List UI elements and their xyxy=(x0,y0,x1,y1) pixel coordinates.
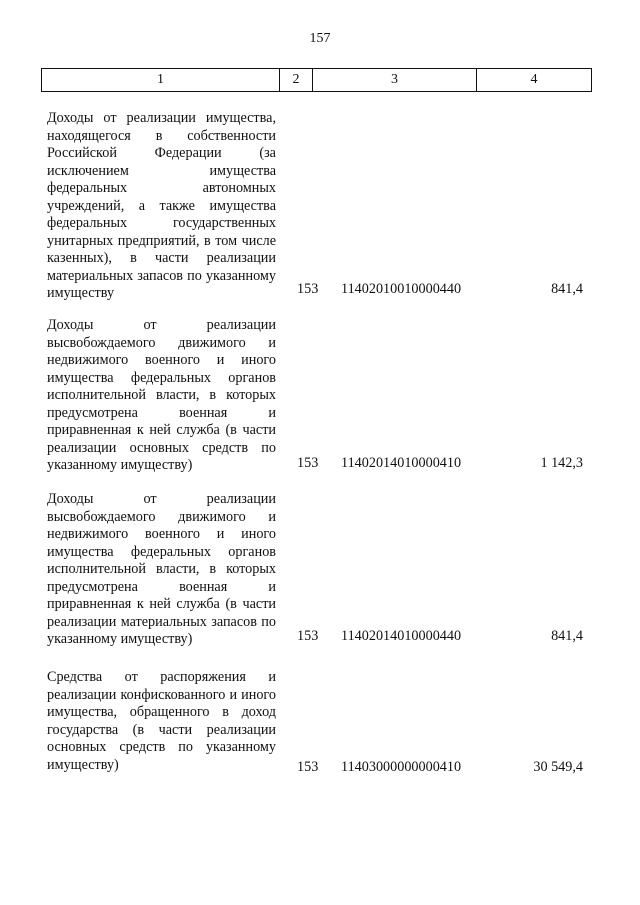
row-admin-code: 153 xyxy=(297,758,319,775)
row-description: Доходы от реализации имущества, находящегося в собственности Российской Федерации (за исключением имущества федеральных автономных учреждений, а также имущества федеральных государственных унитарных предприятий, в том числе казенных), в части реализации материальных запасов по указанному имуществу xyxy=(47,110,276,301)
row-budget-code: 11402014010000410 xyxy=(341,454,462,471)
row-admin-code: 153 xyxy=(297,280,319,297)
row-amount: 841,4 xyxy=(551,280,583,297)
column-header-3: 3 xyxy=(313,69,477,92)
column-header-4: 4 xyxy=(477,69,592,92)
row-admin-code: 153 xyxy=(297,454,319,471)
row-budget-code: 11403000000000410 xyxy=(341,758,462,775)
column-header-2: 2 xyxy=(280,69,313,92)
table-row xyxy=(0,317,640,472)
row-amount: 1 142,3 xyxy=(540,454,583,471)
row-budget-code: 11402010010000440 xyxy=(341,280,462,297)
column-header-row xyxy=(42,69,592,92)
table-row xyxy=(0,491,640,645)
column-header-1: 1 xyxy=(42,69,280,92)
row-admin-code: 153 xyxy=(297,627,319,644)
row-description: Доходы от реализации высвобождаемого движимого и недвижимого военного и иного имущества федеральных органов исполнительной власти, в которых предусмотрена военная и приравненная к ней служба (в части реализации основных средств по указанному имуществу) xyxy=(47,317,276,473)
column-header-table xyxy=(41,68,592,92)
table-row xyxy=(0,110,640,301)
row-amount: 841,4 xyxy=(551,627,583,644)
row-description: Средства от распоряжения и реализации конфискованного и иного имущества, обращенного в доход государства (в части реализации основных средств по указанному имуществу) xyxy=(47,669,276,773)
row-amount: 30 549,4 xyxy=(533,758,583,775)
row-description: Доходы от реализации высвобождаемого движимого и недвижимого военного и иного имущества федеральных органов исполнительной власти, в которых предусмотрена военная и приравненная к ней служба (в части реализации материальных запасов по указанному имуществу) xyxy=(47,491,276,647)
page-number: 157 xyxy=(309,31,331,46)
table-row xyxy=(0,669,640,776)
row-budget-code: 11402014010000440 xyxy=(341,627,462,644)
